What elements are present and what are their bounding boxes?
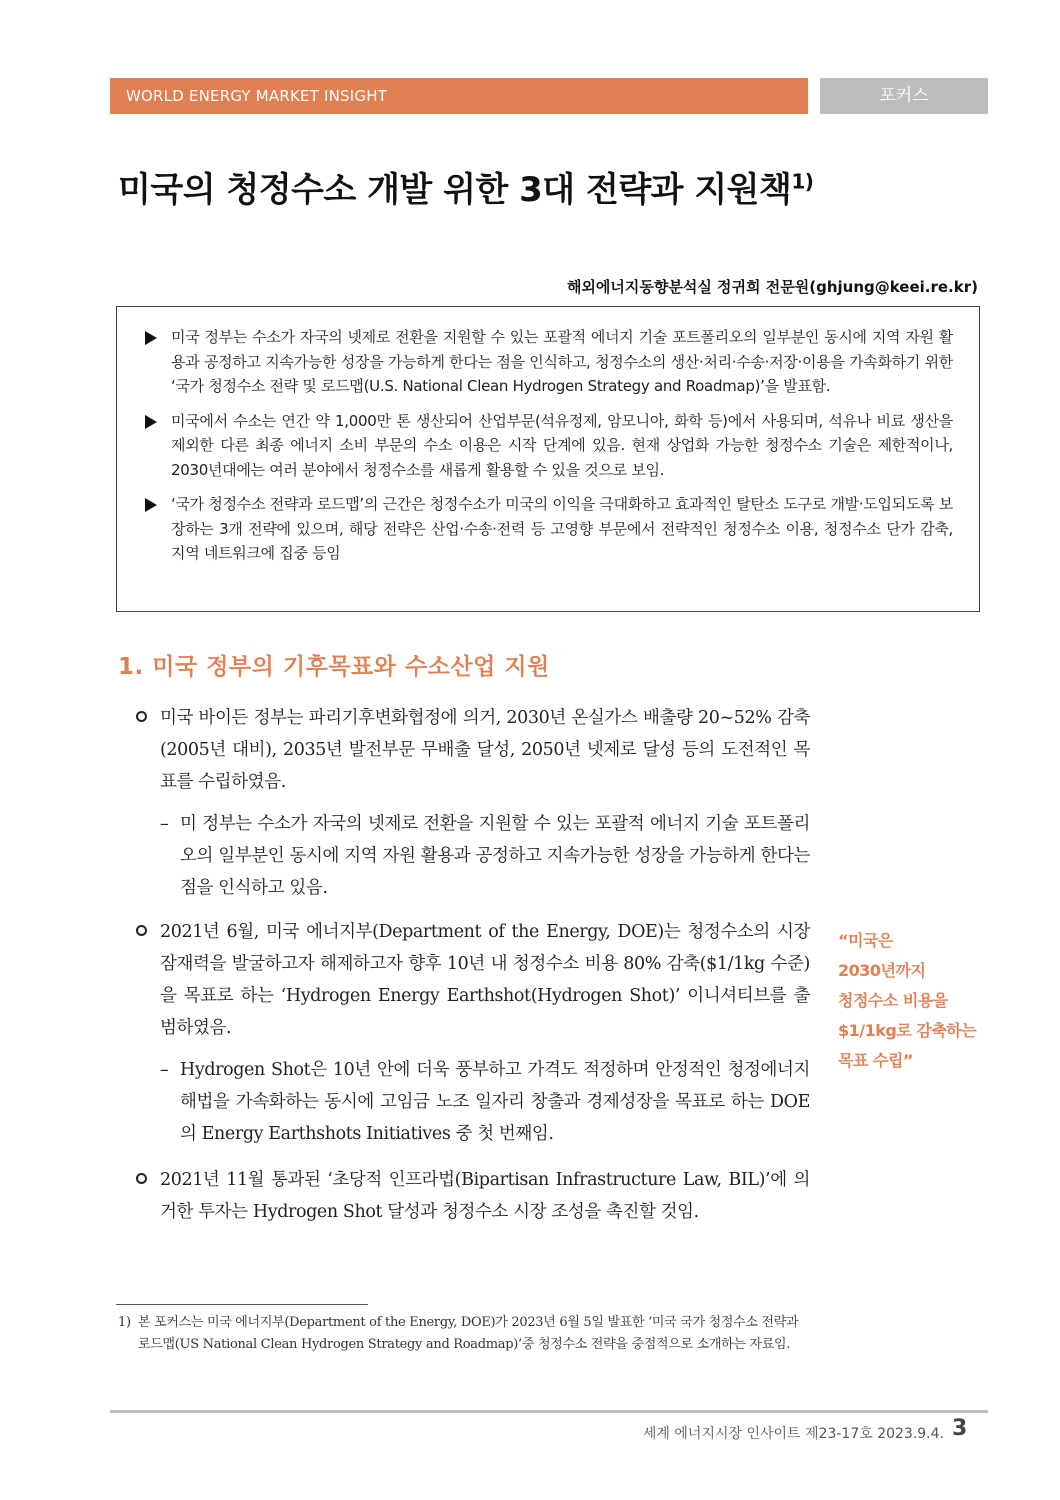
page-title	[118, 162, 978, 211]
bullet-text: 2021년 6월, 미국 에너지부(Department of the Energy, DOE)는 청정수소의 시장 잠재력을 발굴하고자 해제하고자 향후 10년 내 청정수소 비용 80% 감축($1/1kg 수준)을 목표로 하는 ‘Hydrogen Energy Earthshot(Hydrogen Shot)’ 이니셔티브를 출범하였음.	[160, 922, 810, 1038]
sub-item	[132, 1054, 810, 1150]
pull-quote-line: 목표 수립”	[838, 1051, 913, 1070]
summary-item-text: ‘국가 청정수소 전략과 로드맵’의 근간은 청정수소가 미국의 이익을 극대화하고 효과적인 탈탄소 도구로 개발·도입되도록 보장하는 3개 전략에 있으며, 해당 전략은 산업·수송·전력 등 고영향 부문에서 전략적인 청정수소 이용, 청정수소 단가 감축, 지역 네트워크에 집중 등임	[171, 495, 953, 562]
pull-quote-line: 2030년까지	[838, 961, 926, 980]
author-line: 해외에너지동향분석실 정귀희 전문원(ghjung@keei.re.kr)	[566, 278, 978, 296]
dash-bullet-icon: –	[160, 814, 169, 834]
body-bullet-2	[132, 916, 810, 1150]
dash-bullet-icon: –	[160, 1060, 169, 1080]
bullet-item	[132, 1164, 810, 1228]
pull-quote-line: $1/1kg로 감축하는	[838, 1021, 977, 1040]
bullet-item	[132, 702, 810, 798]
pull-quote-line: 청정수소 비용을	[838, 991, 948, 1010]
bullet-text: 미국 바이든 정부는 파리기후변화협정에 의거, 2030년 온실가스 배출량 20~52% 감축(2005년 대비), 2035년 발전부문 무배출 달성, 2050년 넷제로 달성 등의 도전적인 목표를 수립하였음.	[160, 708, 810, 792]
triangle-bullet-icon	[145, 415, 157, 429]
footnote-number: 1)	[118, 1315, 131, 1330]
pull-quote-line: “미국은	[838, 931, 893, 950]
sub-text: Hydrogen Shot은 10년 안에 더욱 풍부하고 가격도 적정하며 안정적인 청정에너지 해법을 가속화하는 동시에 고임금 노조 일자리 창출과 경제성장을 목표로 하는 DOE의 Energy Earthshots Initiatives 중 첫 번째임.	[180, 1060, 810, 1144]
summary-item-text: 미국에서 수소는 연간 약 1,000만 톤 생산되어 산업부문(석유정제, 암모니아, 화학 등)에서 사용되며, 석유나 비료 생산을 제외한 다른 최종 에너지 소비 부문의 수소 이용은 시작 단계에 있음. 현재 상업화 가능한 청정수소 기술은 제한적이나, 2030년대에는 여러 분야에서 청정수소를 새롭게 활용할 수 있을 것으로 보임.	[171, 411, 953, 479]
summary-item	[143, 409, 953, 483]
body-bullet-1	[132, 702, 810, 904]
title-text: 미국의 청정수소 개발 위한 3대 전략과 지원책	[118, 170, 792, 210]
footer-publication: 세계 에너지시장 인사이트 제23-17호 2023.9.4.	[642, 1426, 944, 1442]
page-number: 3	[952, 1416, 968, 1441]
footer-divider	[110, 1410, 988, 1413]
bullet-item	[132, 916, 810, 1044]
sub-text: 미 정부는 수소가 자국의 넷제로 전환을 지원할 수 있는 포괄적 에너지 기술 포트폴리오의 일부분인 동시에 지역 자원 활용과 공정하고 지속가능한 성장을 가능하게 한다는 점을 인식하고 있음.	[180, 814, 810, 898]
circle-bullet-icon	[136, 925, 147, 936]
bullet-text: 2021년 11월 통과된 ‘초당적 인프라법(Bipartisan Infrastructure Law, BIL)’에 의거한 투자는 Hydrogen Shot 달성과 청정수소 시장 조성을 촉진할 것임.	[160, 1170, 810, 1222]
pull-quote	[838, 926, 988, 1076]
body-bullet-3	[132, 1164, 810, 1228]
header-section-tag: 포커스	[820, 78, 988, 114]
section-heading: 1. 미국 정부의 기후목표와 수소산업 지원	[118, 654, 550, 680]
footnote	[118, 1312, 810, 1356]
summary-item	[143, 492, 953, 566]
triangle-bullet-icon	[145, 331, 157, 345]
header-banner-label: WORLD ENERGY MARKET INSIGHT	[110, 78, 808, 114]
circle-bullet-icon	[136, 1173, 147, 1184]
footnote-text: 본 포커스는 미국 에너지부(Department of the Energy, DOE)가 2023년 6월 5일 발표한 ‘미국 국가 청정수소 전략과 로드맵(US National Clean Hydrogen Strategy and Roadmap)’중 청정수소 전략을 중점적으로 소개하는 자료임.	[138, 1315, 799, 1352]
sub-item	[132, 808, 810, 904]
footnote-divider	[116, 1304, 368, 1305]
title-footnote-ref[interactable]: 1)	[791, 169, 814, 194]
triangle-bullet-icon	[145, 498, 157, 512]
summary-item-text: 미국 정부는 수소가 자국의 넷제로 전환을 지원할 수 있는 포괄적 에너지 기술 포트폴리오의 일부분인 동시에 지역 자원 활용과 공정하고 지속가능한 성장을 가능하게 한다는 점을 인식하고, 청정수소의 생산·처리·수송·저장·이용을 가속화하기 위한 ‘국가 청정수소 전략 및 로드맵(U.S. National Clean Hydrogen Strategy and Roadmap)’을 발표함.	[171, 328, 953, 395]
circle-bullet-icon	[136, 711, 147, 722]
summary-item	[143, 325, 953, 399]
summary-box	[116, 306, 980, 612]
